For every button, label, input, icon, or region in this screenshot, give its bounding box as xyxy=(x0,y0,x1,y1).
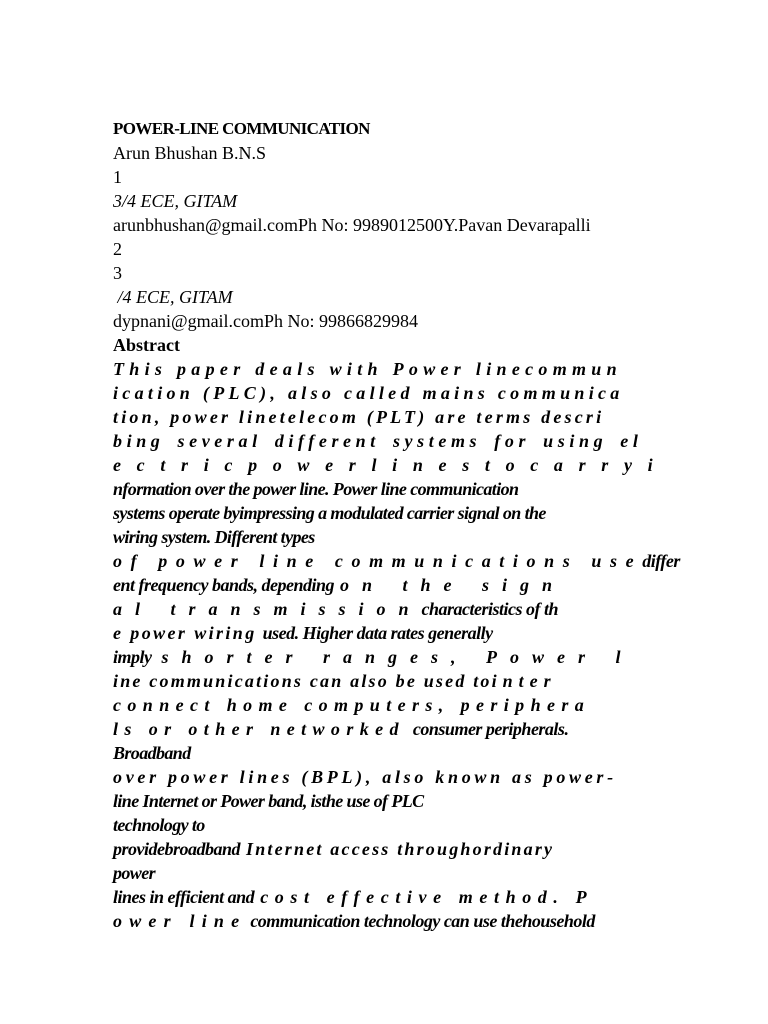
abstract-line-16 xyxy=(113,717,653,741)
abstract-line-6: nformation over the power line. Power line communication xyxy=(113,479,519,499)
spread-letter: y xyxy=(623,455,632,475)
spread-letter: e xyxy=(113,455,121,475)
abstract-line-12-tail: used. Higher data rates generally xyxy=(262,623,493,643)
abstract-line-14-tail: inter xyxy=(491,671,557,691)
abstract-line-14 xyxy=(113,669,653,693)
spread-letter: c xyxy=(224,455,233,475)
abstract-line-13-head: imply xyxy=(113,647,152,667)
abstract-line-21 xyxy=(113,837,653,861)
abstract-line-11-spaced: al transmission xyxy=(113,599,422,619)
author-contact: arunbhushan@gmail.comPh No: 9989012500Y.Pavan Devarapalli xyxy=(113,215,591,235)
abstract-line-24-tail: communication technology can use thehousehold xyxy=(250,911,595,931)
spread-letter: o xyxy=(272,455,282,475)
coauthor-contact: dypnani@gmail.comPh No: 99866829984 xyxy=(113,311,419,331)
abstract-line-19: line Internet or Power band, isthe use of PLC xyxy=(113,791,424,811)
spread-letter: e xyxy=(325,455,334,475)
spread-letter: n xyxy=(412,455,423,475)
paper-title: POWER-LINE COMMUNICATION xyxy=(113,119,370,138)
abstract-line-17: Broadband xyxy=(113,743,191,763)
spread-letter: c xyxy=(136,455,145,475)
abstract-line-9-tail: differ xyxy=(642,551,680,571)
spread-letter: w xyxy=(297,455,310,475)
spread-letter: p xyxy=(248,455,258,475)
spread-letter: r xyxy=(181,455,189,475)
abstract-line-11 xyxy=(113,597,653,621)
spread-letter: l xyxy=(371,455,377,475)
spread-letter: c xyxy=(530,455,539,475)
abstract-line-23 xyxy=(113,885,653,909)
spread-letter: i xyxy=(647,455,653,475)
abstract-line-7: systems operate byimpressing a modulated carrier signal on the xyxy=(113,503,546,523)
abstract-line-23-spaced: cost effective method. P xyxy=(260,887,594,907)
coauthor-affiliation: /4 ECE, GITAM xyxy=(113,287,233,307)
abstract-line-3: tion, power linetelecom (PLT) are terms descri xyxy=(113,407,605,427)
abstract-line-1: This paper deals with Power linecommun xyxy=(113,359,622,379)
abstract-line-14-spaced: ine communications can also be used to xyxy=(113,671,492,691)
spread-letter: r xyxy=(601,455,609,475)
author-affiliation: 3/4 ECE, GITAM xyxy=(113,191,238,211)
abstract-line-12-spaced: e power wiring xyxy=(113,623,257,643)
abstract-line-20: technology to xyxy=(113,815,205,835)
abstract-line-13 xyxy=(113,645,653,669)
abstract-line-13-spaced: shorter ranges, Power l xyxy=(161,647,634,667)
spread-letter: t xyxy=(160,455,166,475)
abstract-line-12 xyxy=(113,621,653,645)
abstract-line-18: over power lines (BPL), also known as power- xyxy=(113,767,617,787)
spread-letter: a xyxy=(553,455,563,475)
abstract-line-9-spaced: of power line communications use xyxy=(113,551,643,571)
abstract-line-24 xyxy=(113,909,653,933)
spread-letter: e xyxy=(438,455,447,475)
superscript-1: 1 xyxy=(113,167,122,187)
superscript-2: 2 xyxy=(113,239,122,259)
spread-letter: i xyxy=(392,455,398,475)
abstract-line-16-tail: consumer peripherals. xyxy=(412,719,569,739)
spread-letter: i xyxy=(203,455,209,475)
abstract-line-10-spaced: on the sign xyxy=(340,575,566,595)
abstract-line-10-head: ent frequency bands, depending xyxy=(113,575,334,595)
abstract-line-4: bing several different systems for using el xyxy=(113,431,643,451)
spread-letter: o xyxy=(505,455,515,475)
abstract-line-21-spaced: Internet access throughordinary xyxy=(246,839,555,859)
abstract-line-23-head: lines in efficient and xyxy=(113,887,255,907)
abstract-heading: Abstract xyxy=(113,335,180,355)
abstract-line-15: connect home computers, periphera xyxy=(113,695,591,715)
superscript-3: 3 xyxy=(113,263,122,283)
abstract-line-10 xyxy=(113,573,653,597)
abstract-line-16-spaced: ls or other networked xyxy=(113,719,405,739)
spread-letter: r xyxy=(578,455,586,475)
author-name: Arun Bhushan B.N.S xyxy=(113,143,267,163)
spread-letter: s xyxy=(462,455,470,475)
abstract-line-21-head: providebroadband xyxy=(113,839,240,859)
spread-letter: t xyxy=(484,455,490,475)
abstract-line-2: ication (PLC), also called mains communica xyxy=(113,383,624,403)
abstract-line-5 xyxy=(113,453,653,477)
abstract-line-22: power xyxy=(113,863,156,883)
abstract-line-8: wiring system. Different types xyxy=(113,527,315,547)
abstract-line-24-spaced: ower line xyxy=(113,911,247,931)
abstract-line-9 xyxy=(113,549,680,573)
abstract-line-11-tail: characteristics of th xyxy=(421,599,559,619)
spread-letter: r xyxy=(348,455,356,475)
